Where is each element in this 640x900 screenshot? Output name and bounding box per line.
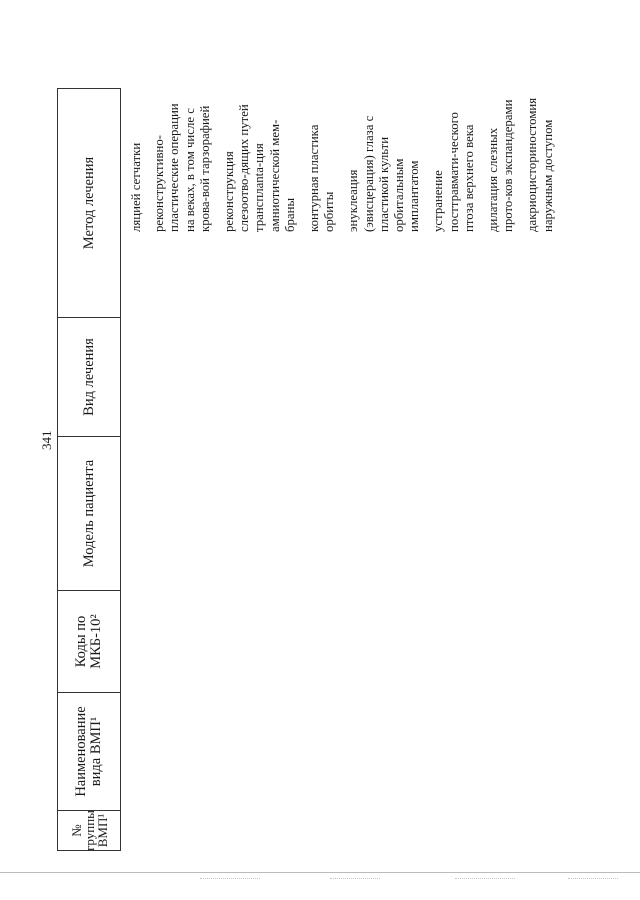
scan-artifact (568, 878, 618, 879)
method-item: дилатация слезных прото-ков экспандерами (486, 99, 516, 232)
header-treatment-method: Метод лечения (80, 156, 97, 250)
page-number: 341 (39, 430, 54, 450)
method-item: устранение посттравмати-ческого птоза верхнего века (431, 112, 476, 232)
method-item: дакриоцисториностомия наружным доступом (525, 97, 555, 232)
header-treatment-type: Вид лечения (80, 338, 97, 416)
header-group-number: № группы ВМП¹ (68, 810, 110, 851)
footer-divider (0, 872, 640, 873)
header-mkb-codes: Коды по МКБ-10² (73, 614, 104, 669)
method-item: контурная пластика орбиты (307, 124, 337, 232)
header-patient-model: Модель пациента (80, 459, 97, 568)
method-item: энуклеация (эвисцерация) глаза с пластикой культи орбитальным имплантатом (346, 115, 422, 232)
scan-artifact (330, 878, 380, 879)
table-header-row (57, 88, 121, 851)
header-vmp-name: Наименование вида ВМП¹ (73, 706, 104, 797)
method-item: реконструктивно-пластические операции на веках, в том числе с крова-вой тарзорафией (152, 103, 212, 232)
scan-artifact (455, 878, 515, 879)
method-item: реконструкция слезоотво-дящих путей трансплanta-ция амниотической мем-браны (222, 104, 297, 232)
treatment-methods-list (129, 92, 565, 232)
table-sheet (57, 88, 640, 851)
method-item: ляцией сетчатки (129, 142, 143, 232)
scan-artifact (200, 878, 260, 879)
